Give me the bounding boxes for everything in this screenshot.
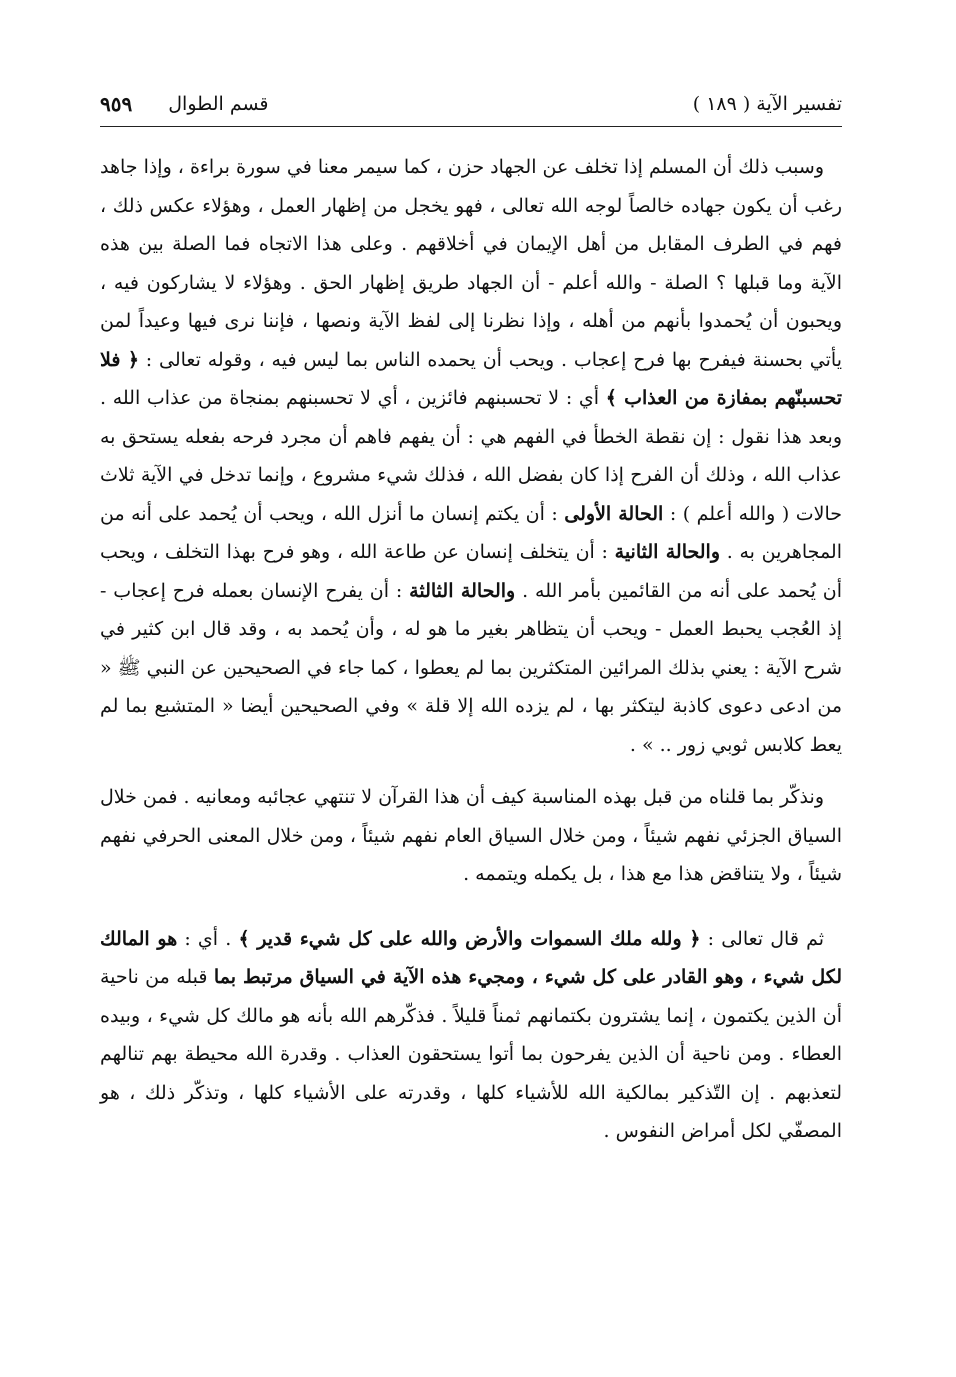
text-segment: قبله من ناحية أن الذين يكتمون ، إنما يشترون بكتمانهم ثمناً قليلاً . فذكّرهم الله بأنه هو مالك كل شيء ، وبيده العطاء . ومن ناحية أن الذين يفرحون بما أتوا يستحقون العذاب . وقدرة الله محيطة بهم تنالهم لتعذبهم . إن التّذكير بمالكية الله للأشياء كلها ، وقدرته على الأشياء كلها ، وتذكّر ذلك ، هو المصفّي لكل أمراض النفوس .: [100, 966, 842, 1142]
paragraph-1: [100, 148, 842, 764]
section-name: قسم الطوال: [168, 93, 269, 115]
header-meta: [100, 92, 269, 116]
quran-verse: ﴿ ولله ملك السموات والأرض والله على كل شيء قدير ﴾: [238, 927, 701, 950]
case-heading-1: الحالة الأولى: [564, 502, 664, 525]
page-body: [100, 148, 842, 1151]
verse-explanation: هو المالك لكل شيء ، وهو القادر على كل شيء ، ومجيء هذه الآية في السياق مرتبط بما: [100, 927, 842, 988]
paragraph-3: [100, 920, 842, 1151]
text-segment: أي : لا تحسبنهم فائزين ، أي لا تحسبنهم بمنجاة من عذاب الله . وبعد هذا نقول : إن نقطة الخطأ في الفهم هي : أن يفهم فاهم أن مجرد فرحه بفعله يستحق به عذاب الله ، وذلك أن الفرح إذا كان بفضل الله ، فذلك شيء مشروع ، وإنما تدخل في الآية ثلاث حالات ( والله أعلم ) :: [100, 387, 842, 525]
page-header: [100, 84, 842, 124]
text-segment: : أن يفرح الإنسان بعمله فرح إعجاب - إذ العُجب يحبط العمل - ويحب أن يتظاهر بغير ما هو له ، وأن يُحمد به ، وقد قال ابن كثير في شرح الآية : يعني بذلك المرائين المتكثرين بما لم يعطوا ، كما جاء في الصحيحين عن النبي ﷺ « من ادعى دعوى كاذبة ليتكثر بها ، لم يزده الله إلا قلة » وفي الصحيحين أيضا « المتشبع بما لم يعط كلابس ثوبي زور .. » .: [100, 579, 842, 756]
text-segment: وسبب ذلك أن المسلم إذا تخلف عن الجهاد حزن ، كما سيمر معنا في سورة براءة ، وإذا جاهد رغب أن يكون جهاده خالصاً لوجه الله تعالى ، فهو يخجل من إظهار العمل ، وهؤلاء عكس ذلك ، فهم في الطرف المقابل من أهل الإيمان في أخلاقهم . وعلى هذا الاتجاه فما الصلة بين هذه الآية وما قبلها ؟ الصلة - والله أعلم - أن الجهاد طريق إظهار الحق . وهؤلاء لا يشاركون فيه ، ويحبون أن يُحمدوا بأنهم من أهله ، وإذا نظرنا إلى لفظ الآية ونصها ، فإننا نرى فيها وعيداً لمن يأتي بحسنة فيفرح بها فرح إعجاب . ويحب أن يحمده الناس بما ليس فيه ، وقوله تعالى :: [100, 156, 842, 371]
text-segment: ونذكّر بما قلناه من قبل بهذه المناسبة كيف أن هذا القرآن لا تنتهي عجائبه ومعانيه . فمن خلال السياق الجزئي نفهم شيئاً ، ومن خلال السياق العام نفهم شيئاً ، ومن خلال المعنى الحرفي نفهم شيئاً ، ولا يتناقض هذا مع هذا ، بل يكمله ويتممه .: [100, 786, 842, 885]
running-title: تفسير الآية ( ١٨٩ ): [692, 93, 842, 115]
quran-quote: ﴿ فلا تحسبنّهم بمفازة من العذاب ﴾: [100, 348, 842, 409]
text-segment: . أي :: [177, 927, 239, 950]
text-segment: : أن يكتم إنسان ما أنزل الله ، ويحب أن يُحمد على أنه من المجاهرين به .: [100, 502, 842, 563]
page-number: ٩٥٩: [100, 92, 133, 116]
case-heading-3: والحالة الثالثة: [409, 579, 516, 602]
text-segment: : أن يتخلف إنسان عن طاعة الله ، وهو فرح بهذا التخلف ، ويحب أن يُحمد على أنه من القائمين بأمر الله .: [100, 541, 843, 602]
paragraph-2: [100, 778, 842, 894]
case-heading-2: والحالة الثانية: [614, 541, 720, 563]
text-segment: ثم قال تعالى :: [700, 927, 825, 950]
header-rule: [100, 126, 842, 127]
